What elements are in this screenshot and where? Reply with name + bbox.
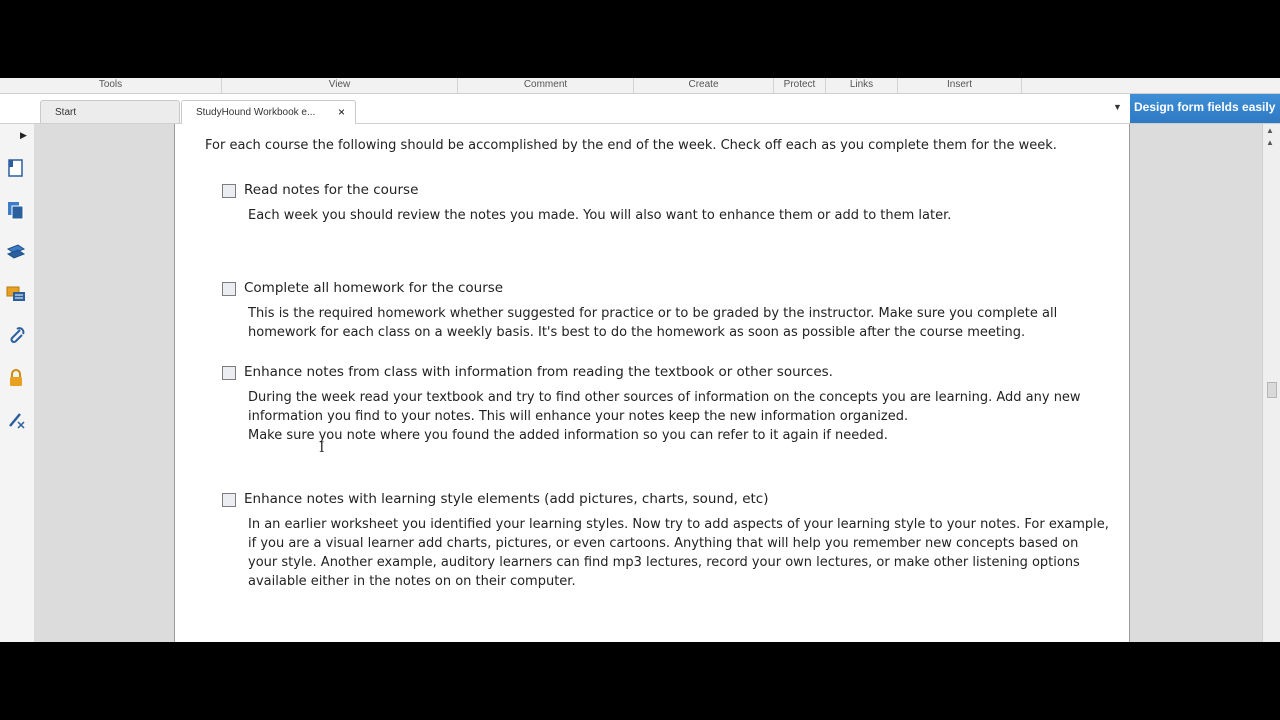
toolbar-tools[interactable]: Tools (0, 78, 222, 93)
item-description: if you are a visual learner add charts, pictures, or even cartoons. Anything that will help you remember new concepts based on (248, 536, 1079, 551)
toolbar-insert[interactable]: Insert (898, 78, 1022, 93)
copy-icon[interactable] (6, 200, 26, 220)
item-title: Enhance notes with learning style elements (add pictures, charts, sound, etc) (244, 491, 769, 507)
item-description: During the week read your textbook and try to find other sources of information on the concepts you are learning. Add any new (248, 390, 1081, 405)
close-icon[interactable]: × (338, 105, 346, 119)
scroll-up-icon[interactable]: ▲ (1266, 138, 1274, 147)
left-nav (0, 124, 35, 642)
checkbox-enhance-notes-textbook[interactable] (222, 366, 236, 380)
toolbar-links[interactable]: Links (826, 78, 898, 93)
comments-icon[interactable] (6, 284, 26, 304)
toolbar-protect[interactable]: Protect (774, 78, 826, 93)
text-cursor-icon: I (319, 440, 325, 456)
intro-text: For each course the following should be accomplished by the end of the week. Check off each as you complete them for the week. (205, 138, 1057, 153)
pdf-editor-window (0, 78, 1280, 642)
tab-start[interactable]: Start (40, 100, 180, 123)
item-title: Complete all homework for the course (244, 280, 504, 296)
tab-bar (0, 94, 1280, 124)
toolbar (0, 78, 1280, 94)
item-description: Each week you should review the notes you made. You will also want to enhance them or add to them later. (248, 208, 952, 223)
checkbox-read-notes[interactable] (222, 184, 236, 198)
item-title: Read notes for the course (244, 182, 419, 198)
item-description: your style. Another example, auditory learners can find mp3 lectures, record your own lectures, or make other listening options (248, 555, 1080, 570)
item-description: In an earlier worksheet you identified your learning styles. Now try to add aspects of your learning style to your notes. For example, (248, 517, 1109, 532)
document-area (34, 124, 1262, 642)
scrollbar-thumb[interactable] (1267, 382, 1277, 398)
checkbox-learning-style[interactable] (222, 493, 236, 507)
signature-icon[interactable] (6, 410, 26, 430)
item-description: Make sure you note where you found the added information so you can refer to it again if needed. (248, 428, 888, 443)
toolbar-view[interactable]: View (222, 78, 458, 93)
expand-arrow-icon[interactable]: ▶ (20, 130, 27, 140)
tab-document[interactable] (181, 100, 356, 124)
vertical-scrollbar[interactable] (1262, 124, 1280, 642)
pages-icon[interactable] (6, 158, 26, 178)
chevron-down-icon[interactable]: ▼ (1113, 102, 1122, 112)
tab-document-label: StudyHound Workbook e... (196, 107, 316, 118)
pdf-page (174, 124, 1130, 642)
attachment-icon[interactable] (6, 326, 26, 346)
promo-banner[interactable]: Design form fields easily (1130, 94, 1280, 123)
item-description: available either in the notes on on their computer. (248, 574, 576, 589)
toolbar-create[interactable]: Create (634, 78, 774, 93)
layers-icon[interactable] (6, 242, 26, 262)
toolbar-comment[interactable]: Comment (458, 78, 634, 93)
item-description: information you find to your notes. This will enhance your notes keep the new information organized. (248, 409, 909, 424)
lock-icon[interactable] (6, 368, 26, 388)
checkbox-complete-homework[interactable] (222, 282, 236, 296)
item-title: Enhance notes from class with information from reading the textbook or other sources. (244, 364, 833, 380)
item-description: homework for each class on a weekly basis. It's best to do the homework as soon as possible after the course meeting. (248, 325, 1026, 340)
item-description: This is the required homework whether suggested for practice or to be graded by the instructor. Make sure you complete all (248, 306, 1058, 321)
scroll-up-icon[interactable]: ▲ (1266, 126, 1274, 135)
